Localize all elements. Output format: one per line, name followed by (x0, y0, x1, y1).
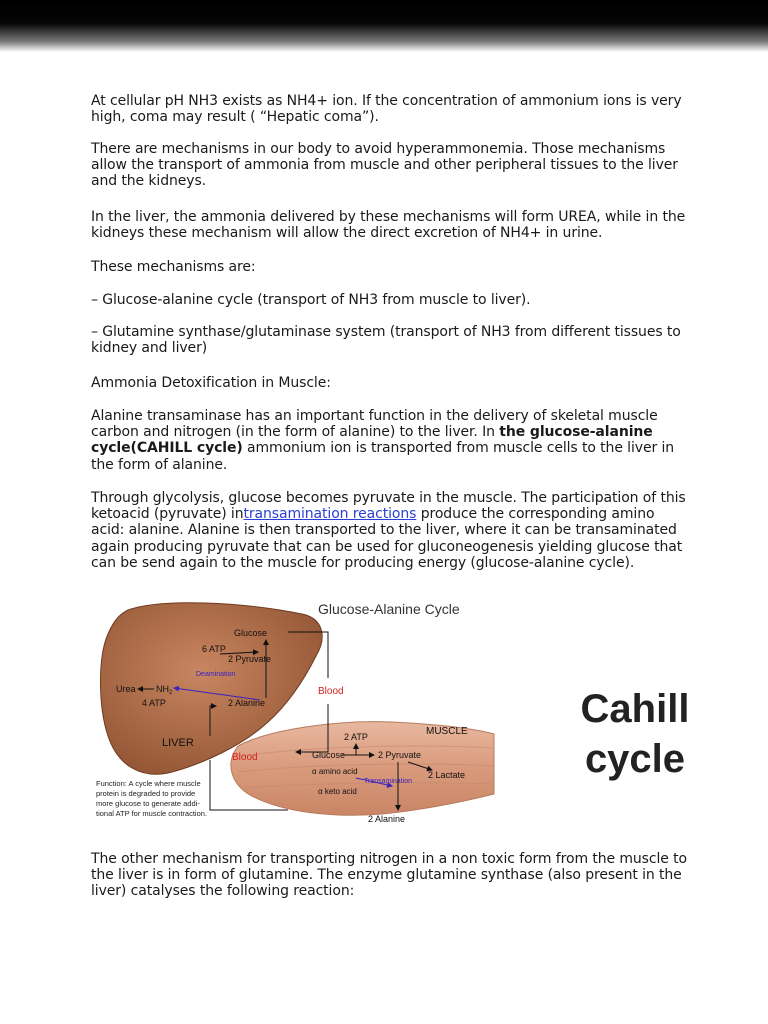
paragraph-mechanisms-intro: These mechanisms are: (91, 259, 256, 275)
paragraph-hepatic-coma: At cellular pH NH3 exists as NH4+ ion. If the concentration of ammonium ions is very high, coma may result ( “Hepatic coma”). (91, 93, 682, 126)
paragraph-urea: In the liver, the ammonia delivered by these mechanisms will form UREA, while in the kidneys these mechanism will allow the direct excretion of NH4+ in urine. (91, 209, 686, 242)
cahill-title-line-2: cycle (584, 737, 686, 781)
function-caption-line-2: protein is degraded to provide (96, 789, 196, 798)
bold-cahill-term: the glucose-alanine cycle(CAHILL cycle) (91, 424, 653, 457)
text-run: produce the corresponding amino acid: alanine. Alanine is then transported to the liver, where it can be transaminated again producing pyruvate that can be used for gluconeogenesis yielding glucose that can be send again to the muscle for producing energy (glucose-alanine cycle). (91, 506, 683, 571)
liver-pyruvate-label: 2 Pyruvate (228, 654, 272, 664)
cycle-diagram (92, 596, 502, 832)
muscle-2atp-label: 2 ATP (344, 732, 368, 742)
muscle-keto-label: α keto acid (318, 787, 357, 796)
list-item-glucose-alanine: – Glucose-alanine cycle (transport of NH3 from muscle to liver). (91, 292, 531, 308)
liver-alanine-label: 2 Alanine (228, 698, 266, 708)
text-run: ammonium ion is transported from muscle cells to the liver in the form of alanine. (91, 440, 675, 473)
paragraph-alanine-transaminase (91, 408, 687, 473)
liver-label: LIVER (162, 737, 194, 749)
muscle-lactate-label: 2 Lactate (428, 770, 466, 780)
liver-deamination-label: Deamination (196, 671, 236, 678)
text-run: Through glycolysis, glucose becomes pyruvate in the muscle. The participation of this ketoacid (pyruvate) in (91, 490, 686, 523)
function-caption-line-1: Function: A cycle where muscle (96, 779, 201, 788)
cahill-cycle-title (560, 684, 710, 784)
liver-glucose-label: Glucose (234, 628, 268, 638)
liver-4atp-label: 4 ATP (142, 698, 166, 708)
function-caption-line-3: more glucose to generate addi- (96, 799, 200, 808)
blood-label-top: Blood (318, 686, 344, 697)
figure-title: Glucose-Alanine Cycle (318, 601, 460, 617)
glucose-alanine-cycle-figure (92, 596, 502, 832)
paragraph-hyperammonemia: There are mechanisms in our body to avoid hyperammonemia. Those mechanisms allow the transport of ammonia from muscle and other peripheral tissues to the liver and the kidneys. (91, 141, 678, 190)
paragraph-glutamine-transport: The other mechanism for transporting nitrogen in a non toxic form from the muscle to the liver is in form of glutamine. The enzyme glutamine synthase (also present in the liver) catalyses the following reaction: (91, 851, 687, 900)
top-banner (0, 0, 768, 52)
paragraph-glycolysis (91, 490, 687, 571)
muscle-transamination-label: Transamination (364, 778, 412, 785)
liver-urea-label: Urea (116, 684, 136, 694)
muscle-label: MUSCLE (426, 726, 468, 737)
muscle-pyruvate-label: 2 Pyruvate (378, 750, 422, 760)
liver-6atp-label: 6 ATP (202, 644, 226, 654)
cahill-title-line-1: Cahill (580, 687, 690, 731)
text-run: Alanine transaminase has an important function in the delivery of skeletal muscle carbon and nitrogen (in the form of alanine) to the liver. In (91, 408, 658, 441)
muscle-amino-label: α amino acid (312, 767, 358, 776)
muscle-glucose-label: Glucose (312, 750, 346, 760)
function-caption-line-4: tional ATP for muscle contraction. (96, 809, 208, 818)
blood-label-bottom: Blood (232, 752, 258, 763)
section-heading-muscle: Ammonia Detoxification in Muscle: (91, 375, 331, 391)
list-item-glutamine: – Glutamine synthase/glutaminase system (transport of NH3 from different tissues to kidney and liver) (91, 324, 681, 357)
liver-nh2-label: $NH_2$ (156, 684, 173, 696)
transamination-link[interactable]: transamination reactions (243, 506, 417, 523)
muscle-alanine-label: 2 Alanine (368, 814, 406, 824)
